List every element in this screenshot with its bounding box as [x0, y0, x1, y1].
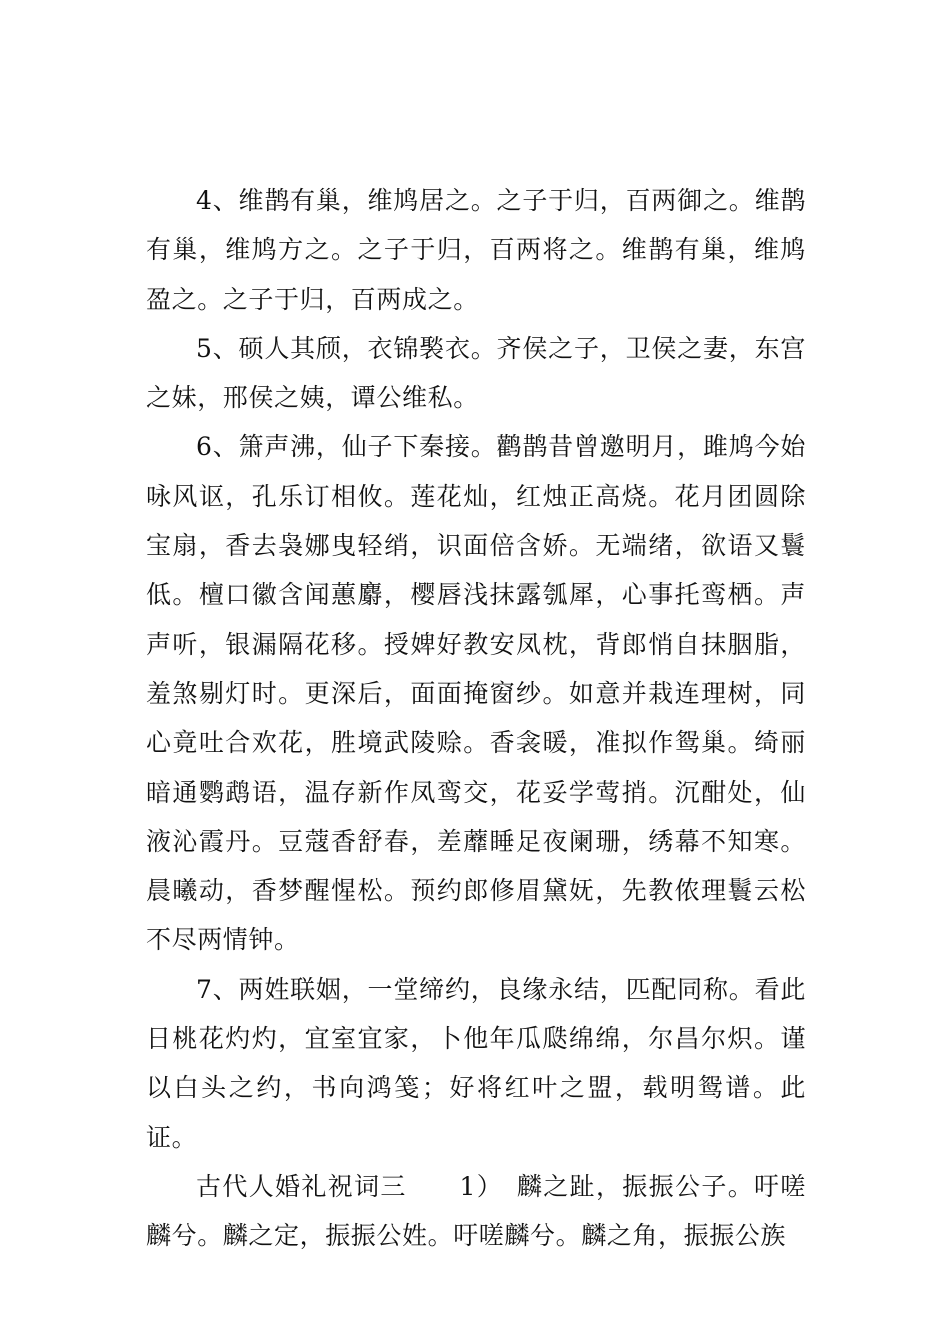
paragraph-6: 6、箫声沸，仙子下秦接。鹳鹊昔曾邀明月，雎鸠今始咏风讴，孔乐订相攸。莲花灿，红烛正高烧。花月团圆除宝扇，香去袅娜曳轻绡，识面倍含娇。无端绪，欲语又鬟低。檀口徽含闻蕙麝，樱唇浅抹露瓠犀，心事托鸾栖。声声听，银漏隔花移。授婢好教安凤枕，背郎悄自抹胭脂，羞煞剔灯时。更深后，面面掩窗纱。如意并栽连理树，同心竟吐合欢花，胜境武陵赊。香衾暖，准拟作鸳巢。绮丽暗通鹦鹉语，温存新作凤鸾交，花妥学莺捎。沉酣处，仙液沁霞丹。豆蔻香舒春，差蘼睡足夜阑珊，绣幕不知寒。晨曦动，香梦醒惺松。预约郎修眉黛妩，先教侬理鬟云松不尽两情钟。 — [146, 432, 806, 955]
paragraph-5: 5、硕人其颀，衣锦褧衣。齐侯之子，卫侯之妻，东宫之妹，邢侯之姨，谭公维私。 — [146, 333, 806, 413]
paragraph-4: 4、维鹊有巢，维鸠居之。之子于归，百两御之。维鹊有巢，维鸠方之。之子于归，百两将之。维鹊有巢，维鸠盈之。之子于归，百两成之。 — [146, 186, 806, 314]
paragraph-7: 7、两姓联姻，一堂缔约，良缘永结，匹配同称。看此日桃花灼灼，宜室宜家，卜他年瓜瓞绵绵，尔昌尔炽。谨以白头之约，书向鸿笺；好将红叶之盟，载明鸳谱。此证。 — [146, 974, 806, 1152]
paragraph-blessing-three: 古代人婚礼祝词三 1） 麟之趾，振振公子。吁嗟麟兮。麟之定，振振公姓。吁嗟麟兮。麟之角，振振公族 — [146, 1171, 806, 1251]
document-body — [146, 176, 806, 1261]
